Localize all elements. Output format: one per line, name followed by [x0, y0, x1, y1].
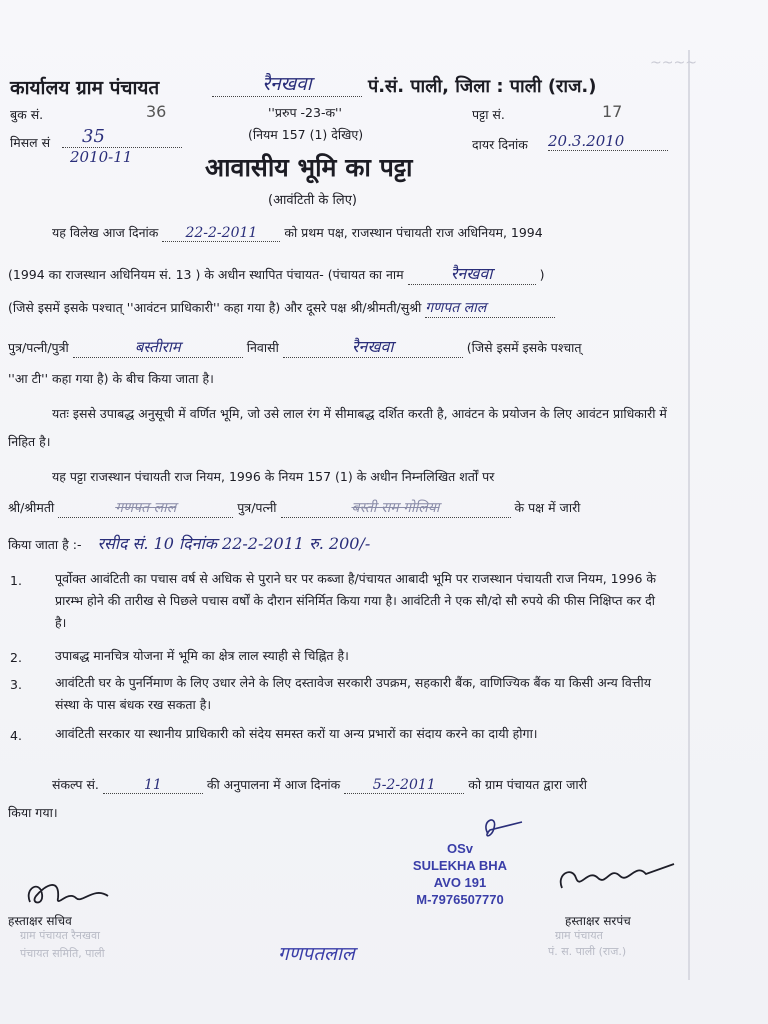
- resolution-date-handwritten: 5-2-2011: [344, 777, 464, 794]
- para1-text-f: पुत्र/पत्नी/पुत्री: [8, 340, 69, 355]
- condition-text: आवंटिती सरकार या स्थानीय प्राधिकारी को संदेय समस्त करों या अन्य प्रभारों का संदाय करने का दायी होगा।: [55, 726, 538, 741]
- condition-number: 4.: [10, 728, 22, 743]
- secretary-seal-text2: पंचायत समिति, पाली: [20, 947, 105, 960]
- stamp-line3: AVO 191: [433, 875, 487, 890]
- para1-line4: [8, 335, 582, 358]
- allottee-name-handwritten: गणपत लाल: [425, 298, 555, 318]
- para3-line2: [8, 498, 580, 518]
- stamp-line2: SULEKHA BHA: [412, 858, 508, 873]
- book-number: 36: [146, 102, 167, 121]
- resolution-text-b: की अनुपालना में आज दिनांक: [206, 777, 345, 792]
- bottom-name-handwritten: गणपतलाल: [278, 943, 355, 965]
- para1-text-a: यह विलेख आज दिनांक: [52, 225, 159, 240]
- misal-number-handwritten: 35: [62, 126, 182, 148]
- resolution-text-c: को ग्राम पंचायत द्वारा जारी: [468, 777, 588, 792]
- district-info: पं.सं. पाली, जिला : पाली (राज.): [368, 76, 597, 97]
- para3-father-handwritten: बस्ती राम गोलिया: [281, 498, 511, 518]
- resolution-line2: किया गया।: [8, 805, 58, 820]
- resident-village-handwritten: रैनखवा: [283, 335, 463, 358]
- rule-label: (नियम 157 (1) देखिए): [248, 127, 364, 142]
- para1-text-b: को प्रथम पक्ष, राजस्थान पंचायती राज अधिनियम, 1994: [284, 225, 543, 240]
- condition-text: पूर्वोक्त आवंटिती का पचास वर्ष से अधिक से पुराने घर पर कब्जा है/पंचायत आबादी भूमि पर राजस्थान पंचायती राज नियम, 1996 के प्रारम्भ होने की तारीख से पिछले पचास वर्षों के दौरान संनिर्मित किया गया है। आवंटिती ने एक सौ/दो सौ रुपये की फीस निक्षिप्त कर दी है।: [55, 571, 657, 630]
- secretary-signature: [20, 868, 130, 918]
- filed-date-label: दायर दिनांक: [472, 137, 528, 152]
- stamp-line1: OSv: [446, 841, 473, 856]
- para3-text-d: किया जाता है :-: [8, 537, 82, 552]
- deed-date-handwritten: 22-2-2011: [162, 225, 280, 242]
- sarpanch-seal-text: ग्राम पंचायत: [555, 929, 603, 942]
- para1-line2: [8, 262, 545, 285]
- patta-label: पट्टा सं.: [472, 107, 505, 122]
- sarpanch-seal-text2: पं. स. पाली (राज.): [548, 945, 627, 958]
- book-label: बुक सं.: [10, 107, 44, 122]
- para3-name-handwritten: गणपत लाल: [58, 498, 233, 518]
- misal-label: मिसल सं: [10, 135, 51, 150]
- para1-text-h: (जिसे इसमें इसके पश्चात्: [466, 340, 582, 355]
- condition-number: 2.: [10, 650, 22, 665]
- sheet-edge-divider: [688, 50, 690, 980]
- document-subtitle: (आवंटिती के लिए): [268, 193, 357, 208]
- para3-text-c: के पक्ष में जारी: [514, 500, 581, 515]
- para1-text-e: (जिसे इसमें इसके पश्चात् ''आवंटन प्राधिकारी'' कहा गया है) और दूसरे पक्ष श्री/श्रीमती/सुश्री: [8, 300, 422, 315]
- para1-text-c: (1994 का राजस्थान अधिनियम सं. 13 ) के अधीन स्थापित पंचायत- (पंचायत का नाम: [8, 267, 404, 282]
- secretary-label: हस्ताक्षर सचिव: [8, 914, 72, 928]
- panchayat-name2-handwritten: रैनखवा: [408, 262, 536, 285]
- para3-line3: [8, 532, 370, 554]
- para1-line1: [52, 224, 543, 242]
- para3-text-b: पुत्र/पत्नी: [237, 500, 277, 515]
- condition-number: 1.: [10, 573, 22, 588]
- father-name-handwritten: बस्तीराम: [73, 337, 243, 358]
- para3-text-a: श्री/श्रीमती: [8, 500, 55, 515]
- para1-line3: [8, 298, 555, 318]
- filed-date-handwritten: 20.3.2010: [548, 132, 668, 151]
- officer-stamp: [385, 840, 535, 908]
- stamp-line4: M-7976507770: [416, 892, 504, 907]
- patta-number: 17: [602, 102, 623, 121]
- document-title: आवासीय भूमि का पट्टा: [205, 153, 413, 182]
- secretary-seal-text: ग्राम पंचायत रैनखवा: [20, 929, 100, 942]
- form-label: ''प्ररुप -23-क'': [268, 105, 342, 120]
- margin-bleed-text: ~~~~: [650, 55, 697, 71]
- office-label: कार्यालय ग्राम पंचायत: [10, 77, 160, 99]
- sarpanch-signature: [548, 848, 688, 904]
- condition-number: 3.: [10, 677, 22, 692]
- sarpanch-label: हस्ताक्षर सरपंच: [565, 914, 631, 928]
- panchayat-name-handwritten: रैनखवा: [212, 70, 362, 97]
- resolution-line1: [52, 776, 587, 794]
- para2: यतः इससे उपाबद्ध अनुसूची में वर्णित भूमि, जो उसे लाल रंग में सीमाबद्ध दर्शित करती है, आवंटन के प्रयोजन के लिए आवंटन प्राधिकारी में निहित है।: [8, 406, 667, 449]
- receipt-details-handwritten: रसीद सं. 10 दिनांक 22-2-2011 रु. 200/-: [97, 534, 371, 553]
- resolution-number-handwritten: 11: [103, 777, 203, 794]
- misal-year-handwritten: 2010-11: [70, 148, 133, 166]
- condition-text: आवंटिती घर के पुनर्निमाण के लिए उधार लेने के लिए दस्तावेज सरकारी उपक्रम, सहकारी बैंक, वाणिज्यिक बैंक या किसी अन्य वित्तीय संस्था के पास बंधक रख सकता है।: [55, 675, 651, 712]
- para1-text-d: ): [539, 267, 545, 282]
- resolution-text-a: संकल्प सं.: [52, 777, 103, 792]
- para1-text-g: निवासी: [246, 340, 279, 355]
- condition-text: उपाबद्ध मानचित्र योजना में भूमि का क्षेत्र लाल स्याही से चिह्नित है।: [55, 648, 349, 663]
- para1-line5: ''आ टी'' कहा गया है) के बीच किया जाता है।: [8, 371, 214, 386]
- para3-line1: यह पट्टा राजस्थान पंचायती राज नियम, 1996 के नियम 157 (1) के अधीन निम्नलिखित शर्तों पर: [52, 469, 495, 484]
